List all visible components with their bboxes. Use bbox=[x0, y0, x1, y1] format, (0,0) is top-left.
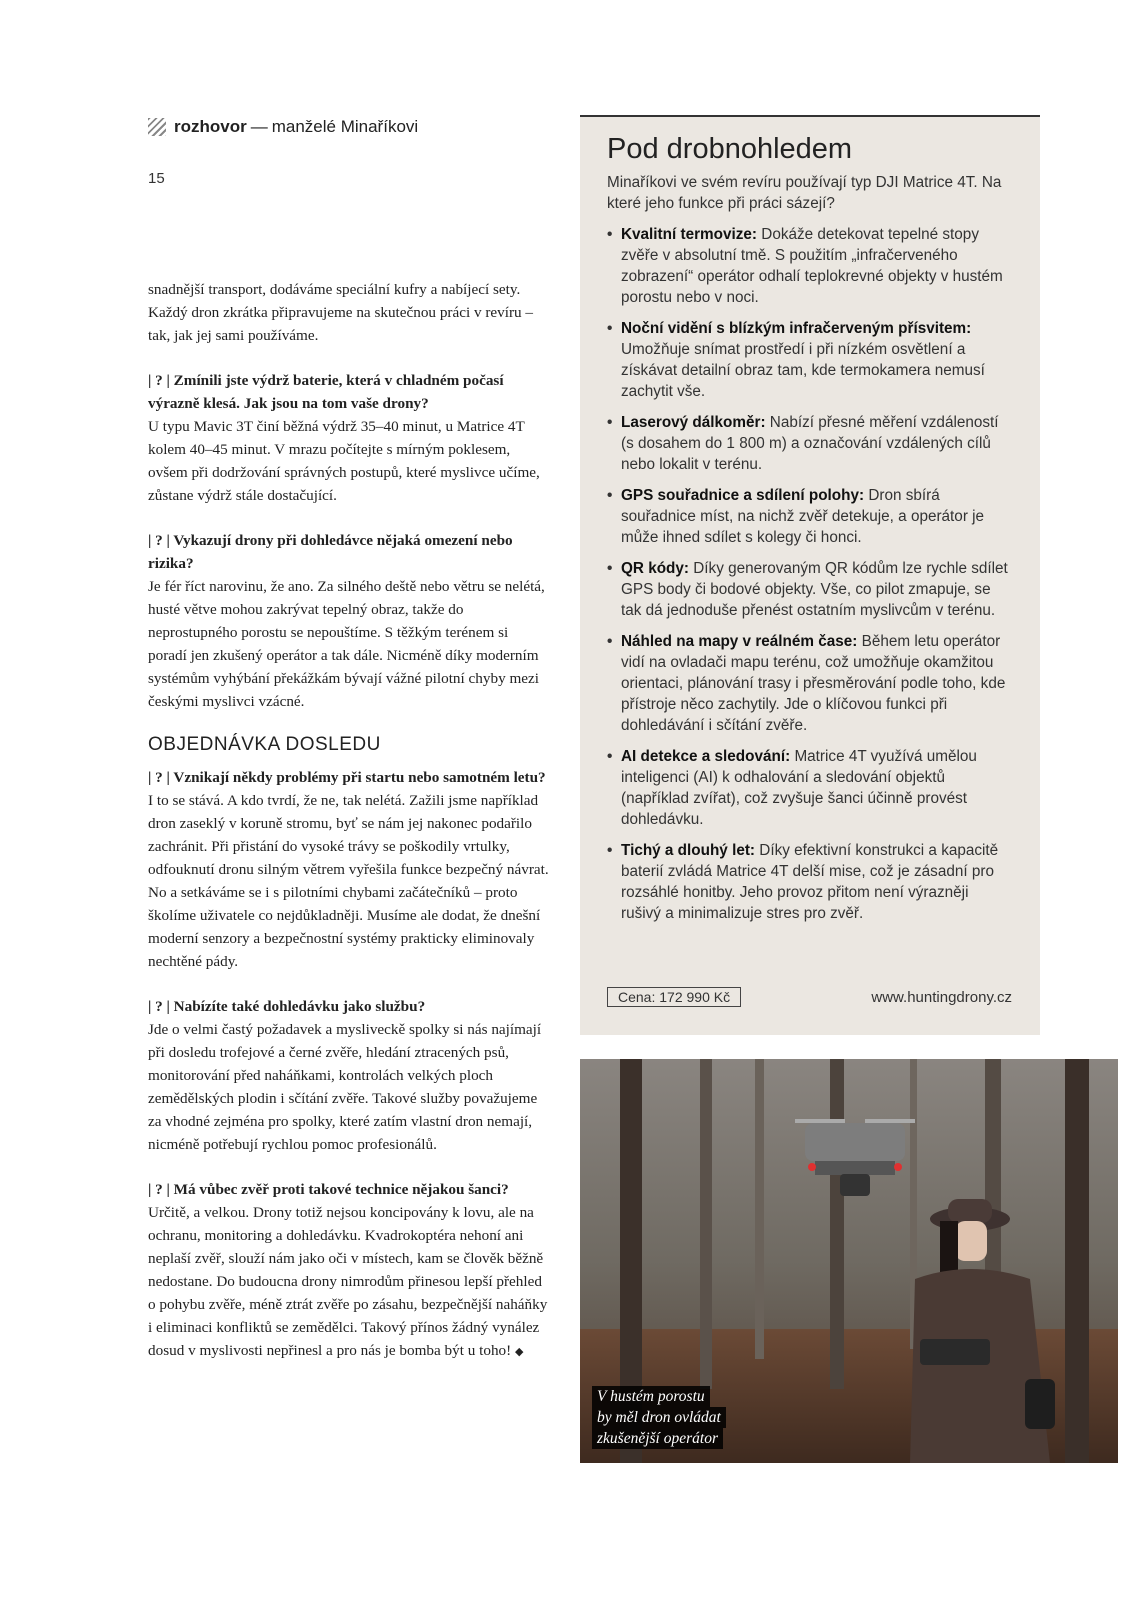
article-column bbox=[148, 278, 550, 1364]
sidebar-title: Pod drobnohledem bbox=[607, 133, 853, 165]
question: | ? | Vykazují drony při dohledávce nějaká omezení nebo rizika? bbox=[148, 532, 513, 572]
caption-line: zkušenější operátor bbox=[592, 1428, 723, 1449]
answer: I to se stává. A kdo tvrdí, že ne, tak nelétá. Zažili jsme například dron zaseklý v koruně stromu, byť se nám jej nakonec podařilo zachránit. Při přistání do vysoké trávy se poškodily vrtulky, odfouknutí dronu silným větrem vyřešila funkce bezpečný návrat. No a setkáváme se i s pilotními chybami začátečníků – proto školíme uživatele co nejdůkladněji. Musíme ale dodat, že dnešní moderní senzory a bezpečnostní systémy prakticky eliminovaly nechtěné pády. bbox=[148, 792, 549, 970]
page-number: 15 bbox=[148, 170, 165, 187]
end-mark-icon: ◆ bbox=[515, 1346, 524, 1358]
feature-text: Díky generovaným QR kódům lze rychle sdílet GPS body či bodové objekty. Vše, co pilot zmapuje, se tak dá jednoduše přenést ostatním myslivcům v terénu. bbox=[621, 560, 1008, 619]
feature-text: Dokáže detekovat tepelné stopy zvěře v absolutní tmě. S použitím „infračerveného zobrazení“ operátor odhalí teplokrevné objekty v hustém porostu nebo v noci. bbox=[621, 226, 1003, 306]
question: | ? | Vznikají někdy problémy při startu nebo samotném letu? bbox=[148, 769, 546, 786]
feature-name: QR kódy: bbox=[621, 560, 689, 577]
photo-caption bbox=[592, 1386, 726, 1449]
article-paragraph: snadnější transport, dodáváme speciální kufry a nabíjecí sety. Každý dron zkrátka připravujeme na skutečnou práci v revíru – tak, jak jej sami používáme. bbox=[148, 281, 534, 344]
header-section: rozhovor bbox=[174, 117, 247, 136]
sidebar-intro: Minaříkovi ve svém revíru používají typ DJI Matrice 4T. Na které jeho funkce při práci sázejí? bbox=[607, 174, 1002, 212]
feature-text: Dron sbírá souřadnice míst, na nichž zvěř detekuje, a operátor je může ihned sdílet s kolegy či honci. bbox=[621, 487, 985, 546]
feature-name: Tichý a dlouhý let: bbox=[621, 842, 756, 859]
caption-line: V hustém porostu bbox=[592, 1386, 710, 1407]
feature-text: Umožňuje snímat prostředí i při nízkém osvětlení a získávat detailní obraz tam, kde termokamera nemusí zachytit vše. bbox=[621, 341, 985, 400]
answer: Jde o velmi častý požadavek a mysliveckě spolky si nás najímají při dosledu trofejové a černé zvěře, hledání ztracených psů, monitorování před naháňkami, kontrolách velkých ploch zemědělských plodin i sčítání zvěře. Takové služby považujeme za vhodné zejména pro spolky, které zatím vlastní dron nemají, nicméně potřebují rychlou pomoc profesionálů. bbox=[148, 1021, 542, 1153]
feature-item bbox=[607, 318, 1012, 402]
question: | ? | Zmínili jste výdrž baterie, která v chladném počasí výrazně klesá. Jak jsou na tom vaše drony? bbox=[148, 372, 504, 412]
feature-item bbox=[607, 558, 1012, 621]
feature-text: Nabízí přesné měření vzdáleností (s dosahem do 1 800 m) a označování vzdálených cílů nebo lokalit v terénu. bbox=[621, 414, 999, 473]
feature-item bbox=[607, 631, 1012, 736]
sidebar-box bbox=[580, 115, 1040, 1035]
price-tag: Cena: 172 990 Kč bbox=[607, 987, 741, 1007]
feature-item bbox=[607, 485, 1012, 548]
feature-list bbox=[607, 224, 1012, 924]
feature-name: Náhled na mapy v reálném čase: bbox=[621, 633, 858, 650]
answer bbox=[148, 1201, 550, 1364]
answer: Je fér říct narovinu, že ano. Za silného deště nebo větru se nelétá, husté větve mohou zakrývat tepelný obraz, takže do neprostupného porostu se nepouštíme. S těžkým terénem si poradí jen zkušený operátor a tak dále. Nicméně díky moderním systémům vyhýbání překážkám bývají vážné pilotní chyby mezi českými myslivci vzácné. bbox=[148, 578, 545, 710]
question: | ? | Má vůbec zvěř proti takové technice nějakou šanci? bbox=[148, 1181, 509, 1198]
running-header bbox=[148, 117, 418, 137]
question: | ? | Nabízíte také dohledávku jako službu? bbox=[148, 998, 426, 1015]
answer: U typu Mavic 3T činí běžná výdrž 35–40 minut, u Matrice 4T kolem 40–45 minut. V mrazu počítejte s mírným poklesem, ovšem při dodržování správných postupů, které myslivce učíme, zůstane výdrž stále dostačující. bbox=[148, 418, 540, 504]
feature-text: Matrice 4T využívá umělou inteligenci (AI) k odhalování a sledování objektů (například zvířat), což zvyšuje šanci účinně provést dohledávku. bbox=[621, 748, 977, 828]
answer-text: Určitě, a velkou. Drony totiž nejsou koncipovány k lovu, ale na ochranu, monitoring a dohledávku. Kvadrokoptéra nehoní ani neplaší zvěř, slouží nám jako oči v místech, kam se člověk běžně nedostane. Do budoucna drony nimrodům přinesou lepší přehled o pohybu zvěře, méně ztrát zvěře po zásahu, bezpečnější naháňky i eliminaci konfliktů se zemědělci. Takový přínos žádný vynález dosud v myslivosti nepřinesl a pro nás je bomba být u toho! bbox=[148, 1204, 548, 1359]
feature-name: GPS souřadnice a sdílení polohy: bbox=[621, 487, 865, 504]
feature-text: Během letu operátor vidí na ovladači mapu terénu, což umožňuje okamžitou orientaci, plánování trasy i přesměrování podle toho, kde přístroje něco zachytily. Jde o klíčovou funkci při dohledávání i sčítání zvěře. bbox=[621, 633, 1006, 734]
feature-name: Kvalitní termovize: bbox=[621, 226, 758, 243]
feature-item bbox=[607, 412, 1012, 475]
feature-name: Laserový dálkoměr: bbox=[621, 414, 766, 431]
caption-line: by měl dron ovládat bbox=[592, 1407, 726, 1428]
feature-item bbox=[607, 840, 1012, 924]
feature-item bbox=[607, 746, 1012, 830]
hatch-icon bbox=[148, 118, 166, 136]
feature-text: Díky efektivní konstrukci a kapacitě baterií zvládá Matrice 4T delší mise, což je zásadní pro rozsáhlé honitby. Jeho provoz přitom není výrazněji rušivý a minimalizuje stres pro zvěř. bbox=[621, 842, 999, 922]
feature-item bbox=[607, 224, 1012, 308]
header-separator: — bbox=[250, 117, 268, 136]
drone-photo bbox=[580, 1059, 1118, 1463]
header-subtitle: manželé Minaříkovi bbox=[271, 117, 419, 136]
feature-name: AI detekce a sledování: bbox=[621, 748, 791, 765]
website-link[interactable]: www.huntingdrony.cz bbox=[871, 989, 1012, 1006]
section-heading: OBJEDNÁVKA DOSLEDU bbox=[148, 734, 381, 755]
feature-name: Noční vidění s blízkým infračerveným přísvitem: bbox=[621, 320, 972, 337]
